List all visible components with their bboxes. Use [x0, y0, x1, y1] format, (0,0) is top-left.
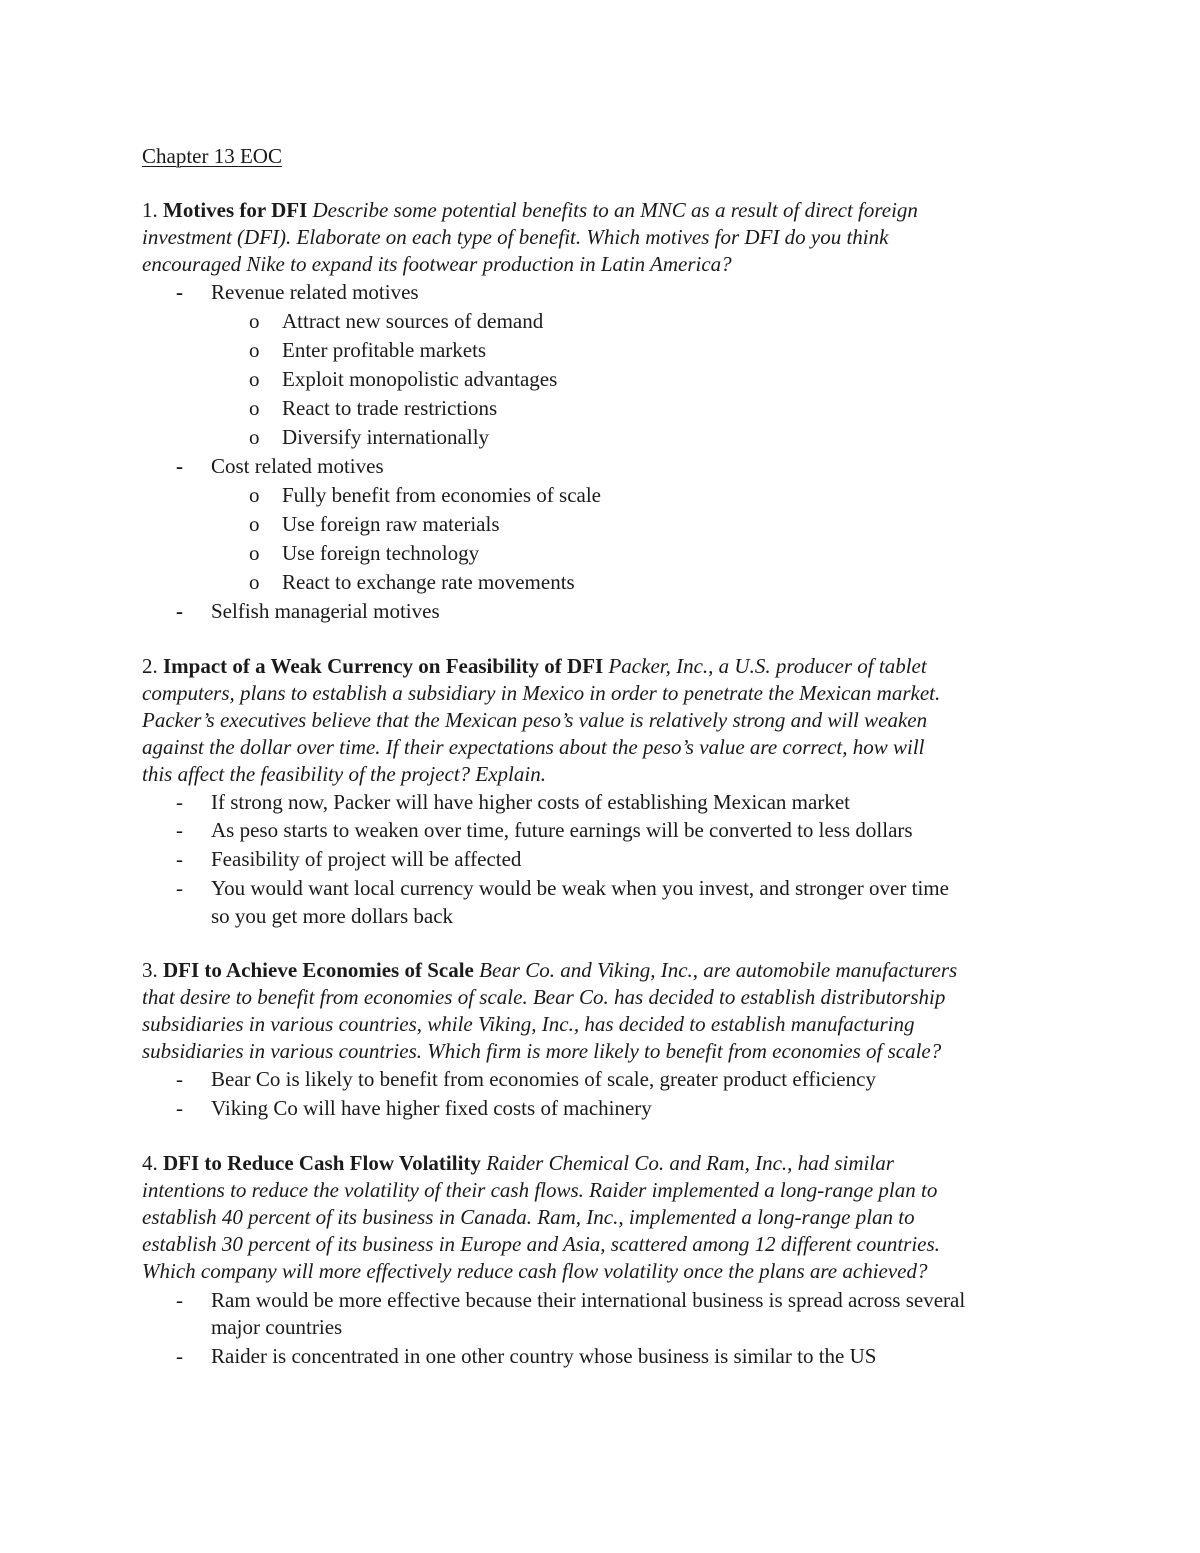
question-prompt-text: investment (DFI). Elaborate on each type of benefit. Which motives for DFI do you think: [142, 225, 889, 249]
sub-bullet-marker: o: [249, 512, 260, 536]
question-number: 4.: [142, 1151, 158, 1175]
bullet-marker: -: [176, 876, 183, 900]
bullet-marker: -: [176, 790, 183, 814]
question-prompt: [142, 706, 927, 734]
sub-bullet-marker: o: [249, 338, 260, 362]
bullet-marker: -: [176, 454, 183, 478]
question-heading: Motives for DFI: [163, 198, 308, 222]
question-prompt: [142, 1203, 915, 1231]
question-prompt: Describe some potential benefits to an MNC as a result of direct foreign: [312, 198, 918, 222]
answer-item: Raider is concentrated in one other country whose business is similar to the US: [211, 1344, 877, 1368]
question-prompt-text: subsidiaries in various countries, while Viking, Inc., has decided to establish manufacturing: [142, 1012, 915, 1036]
question-prompt-text: Packer’s executives believe that the Mexican peso’s value is relatively strong and will weaken: [142, 708, 928, 732]
question-number: 3.: [142, 958, 158, 982]
bullet-marker: -: [176, 280, 183, 304]
question-prompt-text: encouraged Nike to expand its footwear production in Latin America?: [142, 252, 732, 276]
sub-item: Use foreign raw materials: [282, 512, 500, 536]
question-prompt-text: establish 30 percent of its business in Europe and Asia, scattered among 12 different countries.: [142, 1232, 940, 1256]
question-prompt-text: that desire to benefit from economies of scale. Bear Co. has decided to establish distributorship: [142, 985, 946, 1009]
answer-group-selfish: Selfish managerial motives: [211, 599, 440, 623]
question-prompt: [142, 1257, 928, 1285]
answer-item: As peso starts to weaken over time, future earnings will be converted to less dollars: [211, 818, 913, 842]
answer-group-revenue: Revenue related motives: [211, 280, 419, 304]
question-prompt: [142, 983, 945, 1011]
question-3-line-1: [142, 956, 957, 984]
question-prompt: [142, 1010, 914, 1038]
question-prompt-text: this affect the feasibility of the project? Explain.: [142, 762, 546, 786]
sub-item: Use foreign technology: [282, 541, 480, 565]
answer-group-cost: Cost related motives: [211, 454, 384, 478]
question-prompt: Bear Co. and Viking, Inc., are automobile manufacturers: [479, 958, 958, 982]
sub-item: React to trade restrictions: [282, 396, 498, 420]
sub-bullet-marker: o: [249, 425, 260, 449]
sub-item: React to exchange rate movements: [282, 570, 575, 594]
question-prompt: [142, 223, 888, 251]
sub-item: Attract new sources of demand: [282, 309, 544, 333]
answer-item-continuation: major countries: [211, 1315, 343, 1339]
bullet-marker: -: [176, 1067, 183, 1091]
question-prompt-text: computers, plans to establish a subsidiary in Mexico in order to penetrate the Mexican market.: [142, 681, 941, 705]
question-prompt: [142, 733, 925, 761]
question-prompt: [142, 1176, 937, 1204]
question-prompt-text: against the dollar over time. If their expectations about the peso’s value are correct, how will: [142, 735, 925, 759]
question-prompt: [142, 1037, 941, 1065]
sub-item: Enter profitable markets: [282, 338, 487, 362]
bullet-marker: -: [176, 1288, 183, 1312]
sub-bullet-marker: o: [249, 309, 260, 333]
question-prompt: [142, 679, 940, 707]
question-number: 2.: [142, 654, 158, 678]
sub-bullet-marker: o: [249, 541, 260, 565]
question-1-line-1: [142, 196, 918, 224]
question-prompt: Packer, Inc., a U.S. producer of tablet: [608, 654, 927, 678]
question-prompt-text: establish 40 percent of its business in Canada. Ram, Inc., implemented a long-range plan to: [142, 1205, 915, 1229]
sub-item: Exploit monopolistic advantages: [282, 367, 558, 391]
answer-item: Viking Co will have higher fixed costs of machinery: [211, 1096, 652, 1120]
question-heading: Impact of a Weak Currency on Feasibility of DFI: [163, 654, 604, 678]
sub-bullet-marker: o: [249, 367, 260, 391]
answer-item: Feasibility of project will be affected: [211, 847, 522, 871]
bullet-marker: -: [176, 847, 183, 871]
question-heading: DFI to Achieve Economies of Scale: [163, 958, 474, 982]
question-prompt-text: subsidiaries in various countries. Which firm is more likely to benefit from economies of scale?: [142, 1039, 942, 1063]
question-number: 1.: [142, 198, 158, 222]
question-4-line-1: [142, 1149, 894, 1177]
question-heading: DFI to Reduce Cash Flow Volatility: [163, 1151, 481, 1175]
answer-item: Bear Co is likely to benefit from economies of scale, greater product efficiency: [211, 1067, 876, 1091]
question-prompt: [142, 1230, 940, 1258]
answer-item-continuation: so you get more dollars back: [211, 904, 454, 928]
sub-bullet-marker: o: [249, 483, 260, 507]
question-prompt: [142, 250, 732, 278]
question-prompt-text: Which company will more effectively reduce cash flow volatility once the plans are achieved?: [142, 1259, 928, 1283]
bullet-marker: -: [176, 1096, 183, 1120]
answer-item: You would want local currency would be weak when you invest, and stronger over time: [211, 876, 949, 900]
sub-item: Fully benefit from economies of scale: [282, 483, 601, 507]
question-prompt: [142, 760, 546, 788]
bullet-marker: -: [176, 818, 183, 842]
question-prompt: Raider Chemical Co. and Ram, Inc., had similar: [486, 1151, 894, 1175]
question-2-line-1: [142, 652, 927, 680]
question-prompt-text: intentions to reduce the volatility of their cash flows. Raider implemented a long-range plan to: [142, 1178, 938, 1202]
document-title: Chapter 13 EOC: [142, 144, 282, 168]
answer-item: Ram would be more effective because their international business is spread across several: [211, 1288, 966, 1312]
sub-bullet-marker: o: [249, 570, 260, 594]
sub-item: Diversify internationally: [282, 425, 490, 449]
bullet-marker: -: [176, 1344, 183, 1368]
sub-bullet-marker: o: [249, 396, 260, 420]
answer-item: If strong now, Packer will have higher costs of establishing Mexican market: [211, 790, 850, 814]
bullet-marker: -: [176, 599, 183, 623]
